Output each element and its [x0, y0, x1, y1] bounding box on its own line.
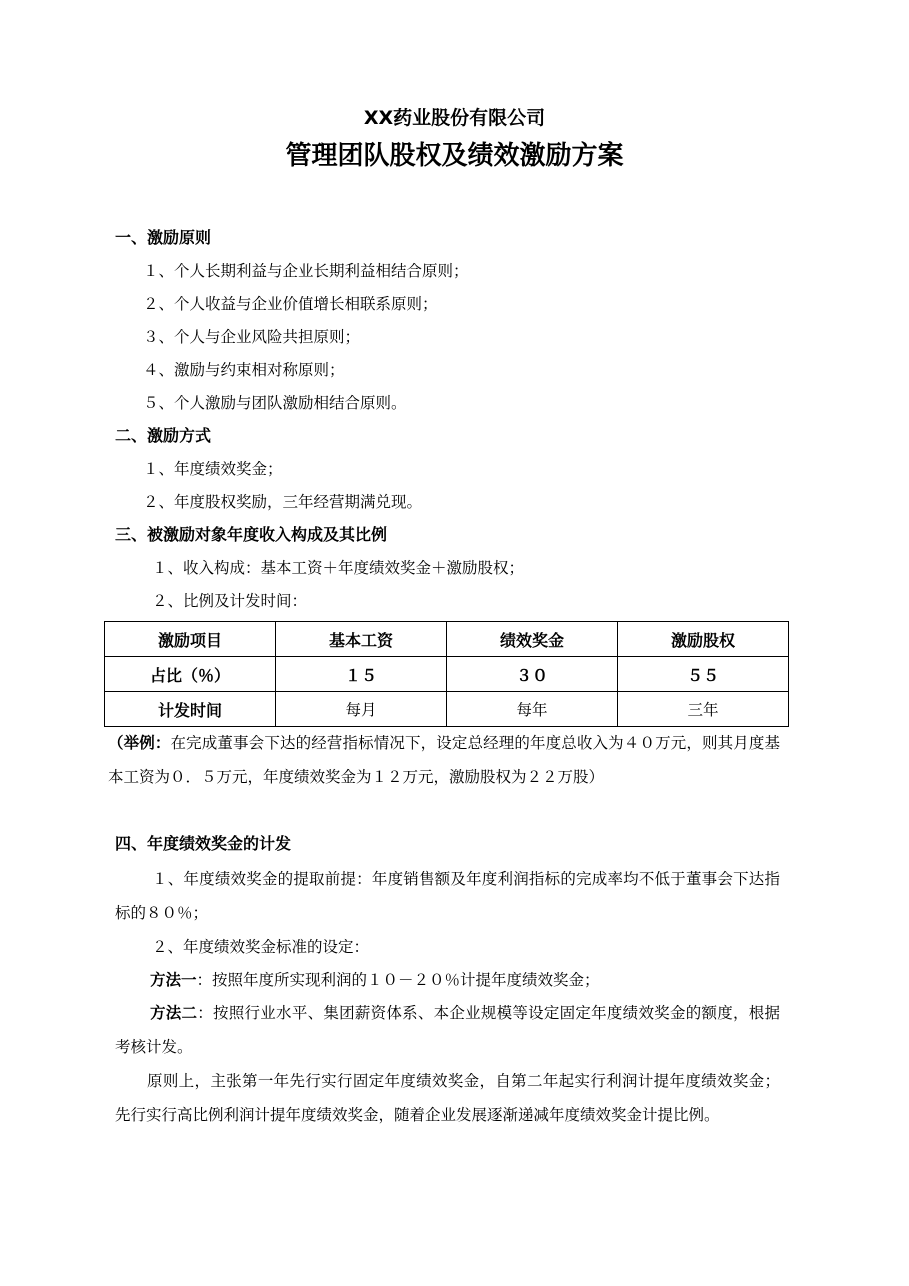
table-header-cell: 基本工资	[276, 622, 447, 657]
list-item: ２、年度股权奖励，三年经营期满兑现。	[143, 493, 423, 511]
example-label: （举例：	[108, 734, 171, 752]
method-one-text: ：按照年度所实现利润的１０－２０％计提年度绩效奖金；	[196, 971, 600, 989]
list-item: ５、个人激励与团队激励相结合原则。	[143, 394, 407, 412]
table-cell: ５５	[618, 657, 789, 692]
table-cell: 三年	[618, 692, 789, 727]
table-header-cell: 绩效奖金	[447, 622, 618, 657]
method-one	[150, 968, 600, 992]
method-two	[115, 996, 780, 1064]
method-two-text: ：按照行业水平、集团薪资体系、本企业规模等设定固定年度绩效奖金的额度，根据考核计发。	[115, 1004, 780, 1056]
section-heading-methods: 二、激励方式	[115, 426, 212, 445]
list-item: １、收入构成：基本工资＋年度绩效奖金＋激励股权；	[152, 559, 525, 577]
method-two-label: 方法二	[150, 1004, 198, 1022]
list-item: ２、比例及计发时间：	[152, 592, 308, 610]
list-item: ４、激励与约束相对称原则；	[143, 361, 345, 379]
table-row	[105, 657, 789, 692]
section-heading-bonus: 四、年度绩效奖金的计发	[115, 834, 292, 853]
bonus-premise: １、年度绩效奖金的提取前提：年度销售额及年度利润指标的完成率均不低于董事会下达指标的８０％；	[115, 870, 780, 922]
list-item: ３、个人与企业风险共担原则；	[143, 328, 361, 346]
document-title: 管理团队股权及绩效激励方案	[285, 141, 624, 171]
table-cell: ３０	[447, 657, 618, 692]
table-row	[105, 622, 789, 657]
list-item: １、年度绩效奖金；	[143, 460, 283, 478]
table-cell: 占比（％）	[105, 657, 276, 692]
table-cell: 计发时间	[105, 692, 276, 727]
list-item: ２、年度绩效奖金标准的设定：	[152, 938, 370, 956]
company-name: XX药业股份有限公司	[363, 107, 546, 129]
example-text: 在完成董事会下达的经营指标情况下，设定总经理的年度总收入为４０万元，则其月度基本工资为０．５万元，年度绩效奖金为１２万元，激励股权为２２万股）	[108, 734, 780, 786]
ratio-table	[104, 621, 789, 727]
table-cell: 每年	[447, 692, 618, 727]
table-row	[105, 692, 789, 727]
list-item: ２、个人收益与企业价值增长相联系原则；	[143, 295, 438, 313]
table-cell: １５	[276, 657, 447, 692]
section-heading-income: 三、被激励对象年度收入构成及其比例	[115, 525, 388, 544]
list-item: １、个人长期利益与企业长期利益相结合原则；	[143, 262, 469, 280]
section-heading-principles: 一、激励原则	[115, 228, 212, 247]
table-header-cell: 激励项目	[105, 622, 276, 657]
principle-paragraph: 原则上，主张第一年先行实行固定年度绩效奖金，自第二年起实行利润计提年度绩效奖金；先行实行高比例利润计提年度绩效奖金，随着企业发展逐渐递减年度绩效奖金计提比例。	[115, 1072, 780, 1124]
table-header-cell: 激励股权	[618, 622, 789, 657]
example-paragraph	[108, 726, 780, 794]
table-cell: 每月	[276, 692, 447, 727]
method-one-label: 方法一	[150, 971, 197, 989]
